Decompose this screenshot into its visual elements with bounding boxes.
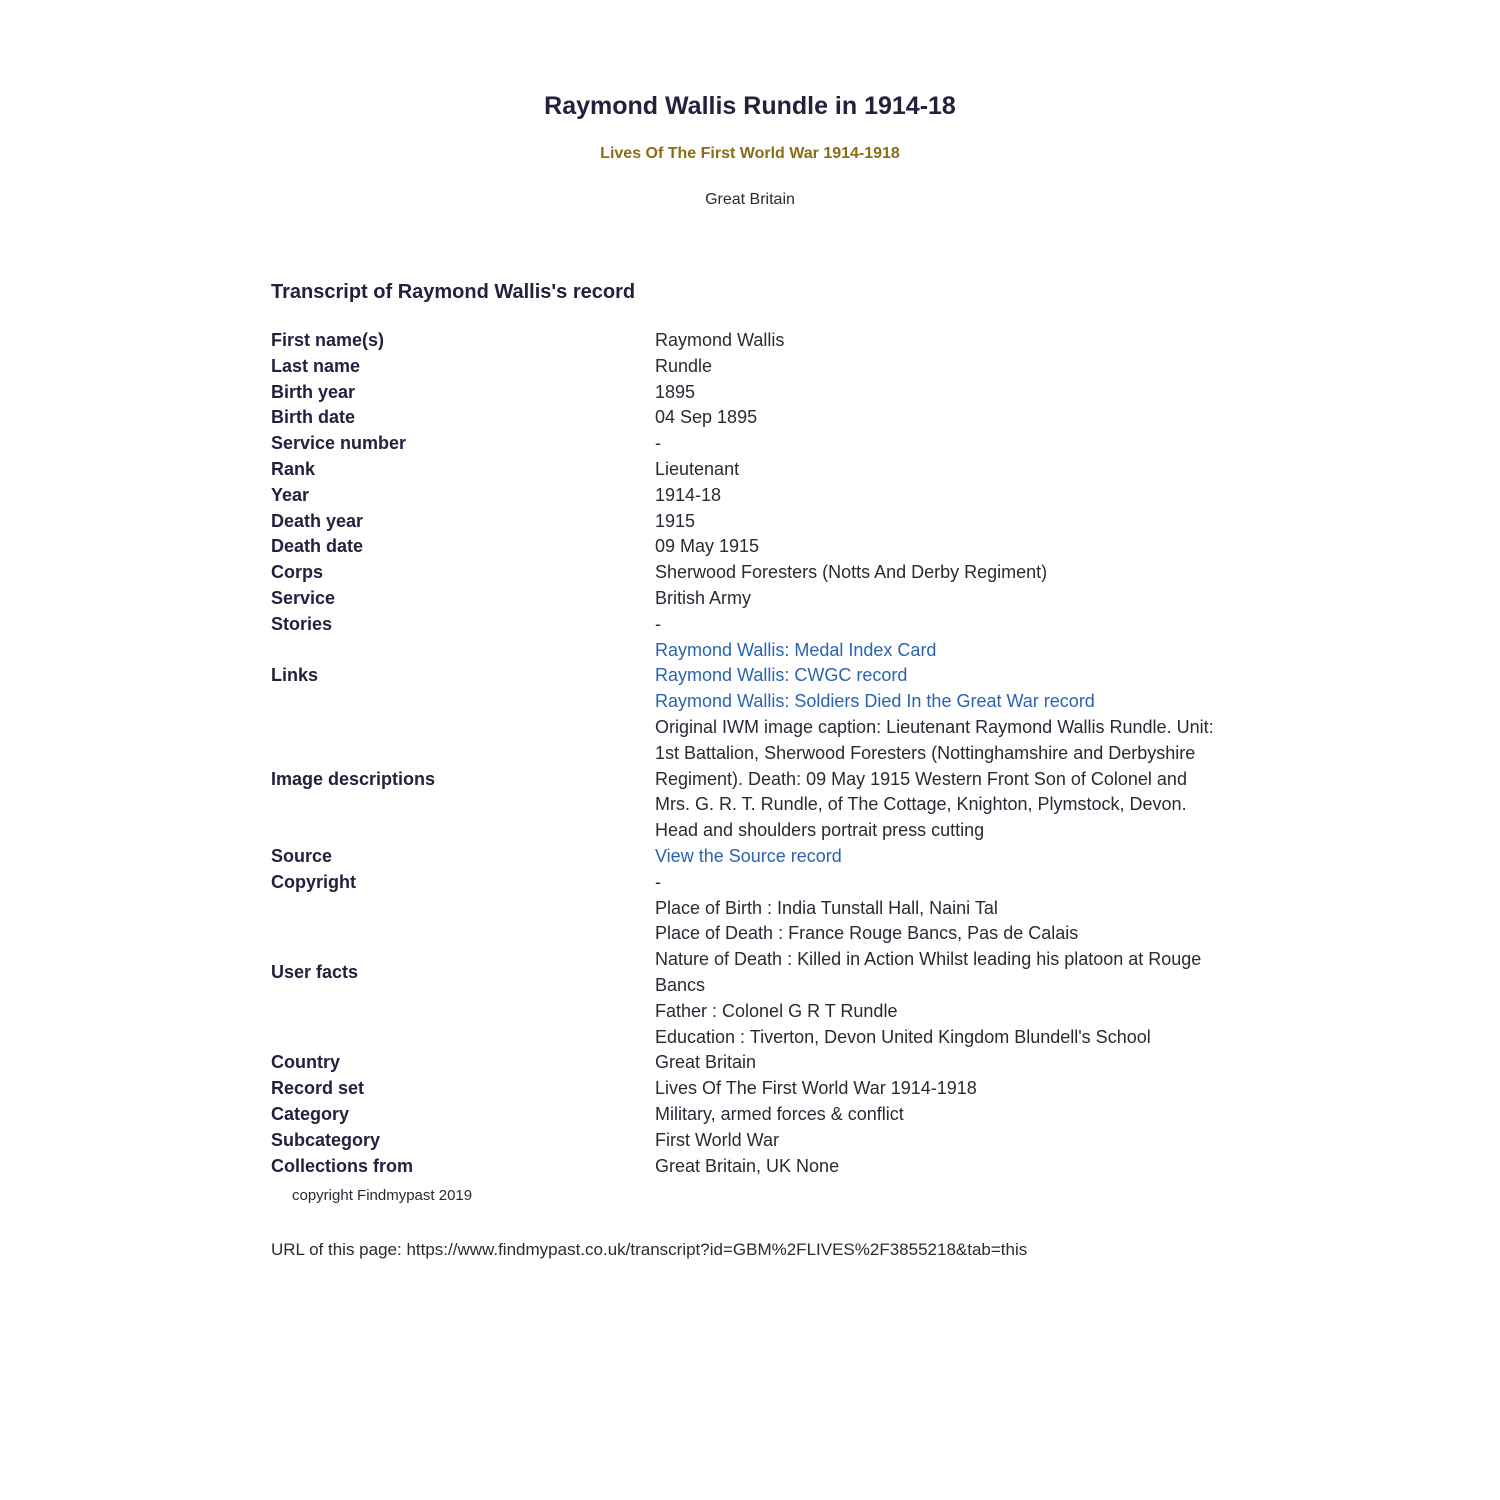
- field-value: [655, 844, 1231, 870]
- table-row: [271, 560, 1231, 586]
- table-row: [271, 586, 1231, 612]
- field-value: 09 May 1915: [655, 536, 760, 557]
- table-row: [271, 509, 1231, 535]
- table-row: [271, 457, 1231, 483]
- user-facts-list: [655, 896, 1231, 1051]
- page-url: URL of this page: https://www.findmypast.co.uk/transcript?id=GBM%2FLIVES%2F3855218&tab=this: [271, 1240, 1028, 1259]
- field-value: -: [655, 871, 661, 892]
- field-value: 1914-18: [655, 484, 722, 505]
- field-label: Rank: [271, 458, 316, 479]
- soldiers-died-record-link[interactable]: Raymond Wallis: Soldiers Died In the Great War record: [655, 691, 1095, 712]
- field-label: Collections from: [271, 1155, 414, 1176]
- transcript-table: [271, 328, 1231, 1179]
- page-title: Raymond Wallis Rundle in 1914-18: [544, 92, 956, 120]
- field-value: Sherwood Foresters (Notts And Derby Regiment): [655, 562, 1048, 583]
- image-description-text: Original IWM image caption: Lieutenant Raymond Wallis Rundle. Unit: 1st Battalion, Sherwood Foresters (Nottinghamshire and Derbyshire Regiment). Death: 09 May 1915 Western Front Son of Colonel and Mrs. G. R. T. Rundle, of The Cottage, Knighton, Plymstock, Devon. Head and shoulders portrait press cutting: [655, 716, 1214, 841]
- field-label: Source: [271, 845, 333, 866]
- view-source-record-link[interactable]: View the Source record: [655, 845, 842, 866]
- table-row: [271, 1154, 1231, 1180]
- user-fact-item: Father : Colonel G R T Rundle: [655, 1000, 898, 1021]
- table-row: [271, 844, 1231, 870]
- table-row: [271, 1076, 1231, 1102]
- field-value: Lives Of The First World War 1914-1918: [655, 1078, 977, 1099]
- field-value: Raymond Wallis: [655, 330, 785, 350]
- table-row: [271, 1102, 1231, 1128]
- field-label: Birth year: [271, 381, 356, 402]
- field-label: Service number: [271, 433, 407, 454]
- user-fact-item: Nature of Death : Killed in Action Whilst leading his platoon at Rouge Bancs: [655, 949, 1202, 995]
- field-label: First name(s): [271, 330, 385, 350]
- field-label: Copyright: [271, 871, 356, 892]
- field-value: Military, armed forces & conflict: [655, 1103, 904, 1124]
- field-label: Image descriptions: [271, 768, 436, 789]
- table-row: [271, 612, 1231, 638]
- table-row: [271, 483, 1231, 509]
- field-value: Lieutenant: [655, 458, 740, 479]
- field-label: Country: [271, 1052, 340, 1073]
- field-label: Links: [271, 665, 319, 686]
- table-row: [271, 534, 1231, 560]
- country-subtitle: Great Britain: [705, 191, 795, 208]
- medal-index-card-link[interactable]: Raymond Wallis: Medal Index Card: [655, 639, 937, 660]
- table-row: [271, 1050, 1231, 1076]
- field-label: Service: [271, 587, 336, 608]
- field-value: First World War: [655, 1129, 779, 1150]
- transcript-heading: Transcript of Raymond Wallis's record: [271, 281, 636, 303]
- field-label: User facts: [271, 962, 359, 983]
- field-value: Great Britain, UK None: [655, 1155, 840, 1176]
- table-row: [271, 638, 1231, 715]
- user-fact-item: Place of Death : France Rouge Bancs, Pas de Calais: [655, 923, 1079, 944]
- table-row: [271, 715, 1231, 844]
- field-label: Stories: [271, 613, 333, 634]
- user-fact-item: Place of Birth : India Tunstall Hall, Naini Tal: [655, 897, 998, 918]
- table-row: [271, 354, 1231, 380]
- field-value: 04 Sep 1895: [655, 407, 758, 428]
- field-label: Category: [271, 1103, 350, 1124]
- table-row: [271, 431, 1231, 457]
- field-label: Record set: [271, 1078, 365, 1099]
- field-value: -: [655, 433, 661, 454]
- field-label: Death year: [271, 510, 364, 531]
- table-row: [271, 1128, 1231, 1154]
- field-value: 1895: [655, 381, 696, 402]
- field-value: 1915: [655, 510, 696, 531]
- cwgc-record-link[interactable]: Raymond Wallis: CWGC record: [655, 665, 908, 686]
- field-label: Year: [271, 484, 310, 505]
- field-label: Death date: [271, 536, 364, 557]
- field-label: Subcategory: [271, 1129, 381, 1150]
- table-row: [271, 896, 1231, 1051]
- table-row: [271, 380, 1231, 406]
- table-row: [271, 328, 1231, 354]
- table-row: [271, 405, 1231, 431]
- links-list: [655, 638, 1231, 715]
- field-label: Birth date: [271, 407, 356, 428]
- field-label: Corps: [271, 562, 324, 583]
- field-value: -: [655, 613, 661, 634]
- field-value: [655, 715, 1231, 844]
- table-row: [271, 870, 1231, 896]
- field-label: Last name: [271, 355, 361, 376]
- transcript-section: [271, 278, 1231, 1179]
- user-fact-item: Education : Tiverton, Devon United Kingdom Blundell's School: [655, 1026, 1151, 1047]
- field-value: Rundle: [655, 355, 713, 376]
- field-value: British Army: [655, 587, 752, 608]
- copyright-notice: copyright Findmypast 2019: [292, 1187, 473, 1204]
- record-set-title: Lives Of The First World War 1914-1918: [600, 145, 900, 162]
- field-value: Great Britain: [655, 1052, 757, 1073]
